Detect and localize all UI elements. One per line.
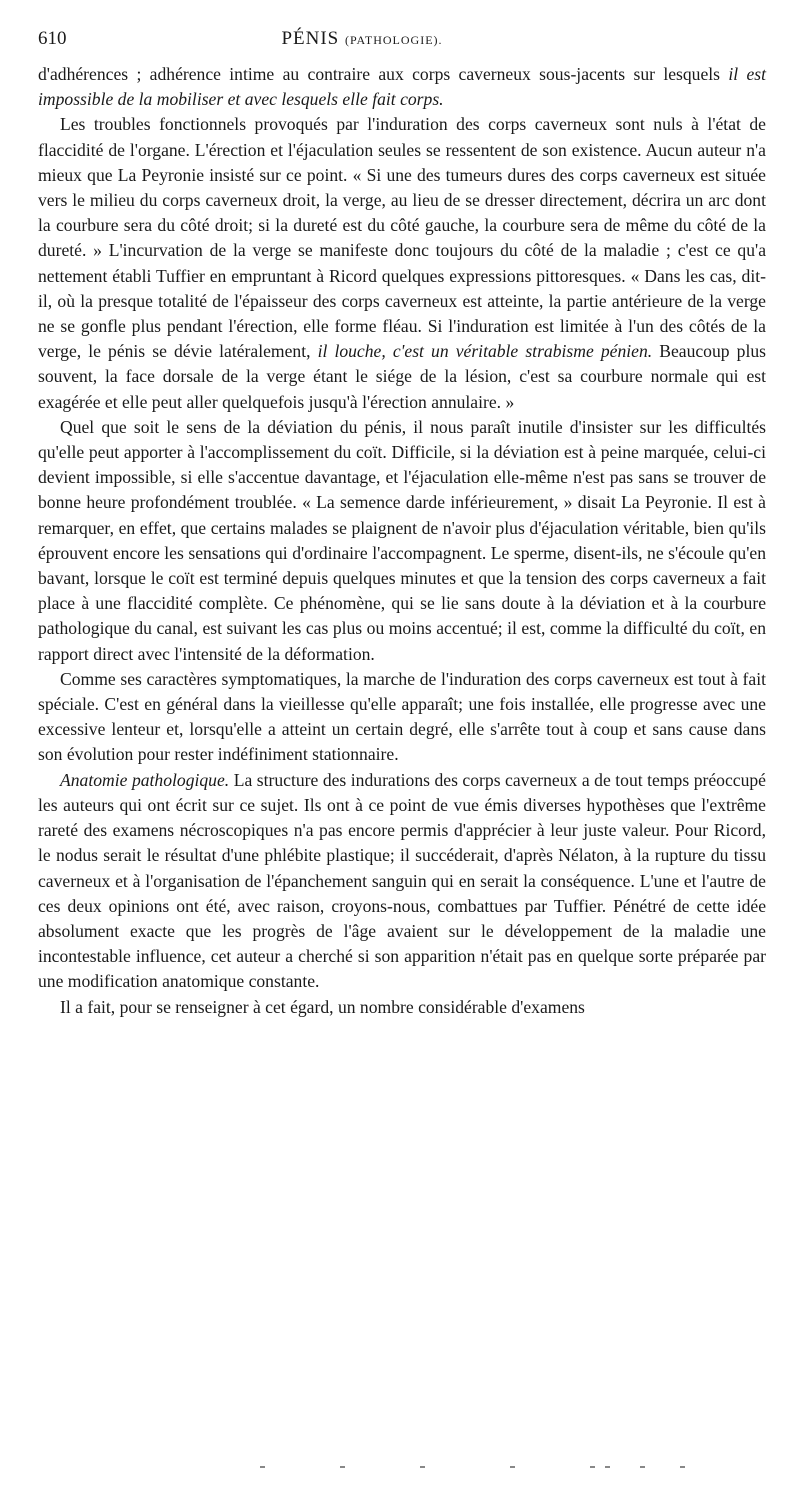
paragraph-3: [38, 415, 766, 667]
paragraph-2-text: Les troubles fonctionnels provoqués par l'induration des corps caverneux sont nuls à l'état de flaccidité de l'organe. L'érection et l'éjaculation seules se ressentent de son existence. Aucun auteur n'a mieux que La Peyronie insisté sur ce point. « Si une des tumeurs dures des corps caverneux est située vers le milieu du corps caverneux droit, la verge, au lieu de se dresser directement, décrira un arc dont la courbure sera du côté droit; si la dureté est du côté gauche, la courbure sera de même du côté de la dureté. » L'incurvation de la verge se manifeste donc toujours du côté de la maladie ; c'est ce qu'a nettement établi Tuffier en empruntant à Ricord quelques expressions pittoresques. « Dans les cas, dit-il, où la presque totalité de l'épaisseur des corps caverneux est atteinte, la partie antérieure de la verge ne se gonfle plus pendant l'érection, elle forme fléau. Si l'induration est limitée à l'un des côtés de la verge, le pénis se dévie latéralement,: [38, 114, 766, 362]
paragraph-5: [38, 768, 766, 995]
paragraph-1-italic: il est impossible de la mobiliser et avec lesquels elle fait corps.: [38, 64, 766, 110]
page-number: 610: [38, 28, 67, 49]
paragraph-1: [38, 62, 766, 112]
paragraph-6-text: Il a fait, pour se renseigner à cet égard, un nombre considérable d'examens: [60, 996, 585, 1017]
title-subtitle: (PATHOLOGIE).: [344, 33, 443, 47]
section-heading-anatomie: Anatomie pathologique.: [60, 769, 230, 790]
body-text: [38, 62, 766, 1020]
paragraph-2-text-after: Beaucoup plus souvent, la face dorsale de la verge étant le siége de la lésion, c'est sa courbure normale qui est exagérée et elle peut aller quelquefois jusqu'à l'érection annulaire. »: [38, 341, 766, 412]
book-page: [38, 28, 766, 1020]
paragraph-6: [38, 995, 766, 1020]
page-title: [118, 28, 606, 50]
paragraph-2-italic: il louche, c'est un véritable strabisme pénien.: [317, 341, 653, 362]
paragraph-4: [38, 667, 766, 768]
paragraph-1-text: d'adhérences ; adhérence intime au contraire aux corps caverneux sous-jacents sur lesquels: [38, 64, 729, 84]
paragraph-2: [38, 112, 766, 414]
paragraph-4-text: Comme ses caractères symptomatiques, la marche de l'induration des corps caverneux est tout à fait spéciale. C'est en général dans la vieillesse qu'elle apparaît; une fois installée, elle progresse avec une excessive lenteur et, lorsqu'elle a atteint un certain degré, elle s'arrête tout à coup et sans cause dans son évolution pour rester indéfiniment stationnaire.: [38, 668, 766, 765]
paragraph-5-text: La structure des indurations des corps caverneux a de tout temps préoccupé les auteurs qui ont écrit sur ce sujet. Ils ont à ce point de vue émis diverses hypothèses que l'extrême rareté des examens nécroscopiques n'a pas encore permis d'apprécier à leur juste valeur. Pour Ricord, le nodus serait le résultat d'une phlébite plastique; il succéderait, d'après Nélaton, à la rupture du tissu caverneux et à l'organisation de l'épanchement sanguin qui en serait la conséquence. L'une et l'autre de ces deux opinions ont été, avec raison, croyons-nous, combattues par Tuffier. Pénétré de cette idée absolument exacte que les progrès de l'âge avaient sur le développement de la maladie une incontestable influence, cet auteur a cherché si son apparition n'était pas en quelque sorte préparée par une modification anatomique constante.: [38, 769, 766, 992]
running-header: [38, 28, 766, 62]
title-main: PÉNIS: [281, 28, 340, 49]
paragraph-3-text: Quel que soit le sens de la déviation du pénis, il nous paraît inutile d'insister sur les difficultés qu'elle peut apporter à l'accomplissement du coït. Difficile, si la déviation est à peine marquée, celui-ci devient impossible, si elle s'accentue davantage, et l'éjaculation elle-même n'est pas sans se trouver de bonne heure profondément troublée. « La semence darde inférieurement, » disait La Peyronie. Il est à remarquer, en effet, que certains malades se plaignent de n'avoir plus d'éjaculation véritable, bien qu'ils éprouvent encore les sensations qui d'ordinaire l'accompagnent. Le sperme, disent-ils, ne s'écoule qu'en bavant, lorsque le coït est terminé depuis quelques minutes et que la tension des corps caverneux a fait place à une flaccidité complète. Ce phénomène, qui se lie sans doute à la déviation et à la courbure pathologique du canal, est suivant les cas plus ou moins accentué; il est, comme la difficulté du coït, en rapport direct avec l'intensité de la déformation.: [38, 416, 766, 664]
print-specks: [260, 1462, 700, 1472]
